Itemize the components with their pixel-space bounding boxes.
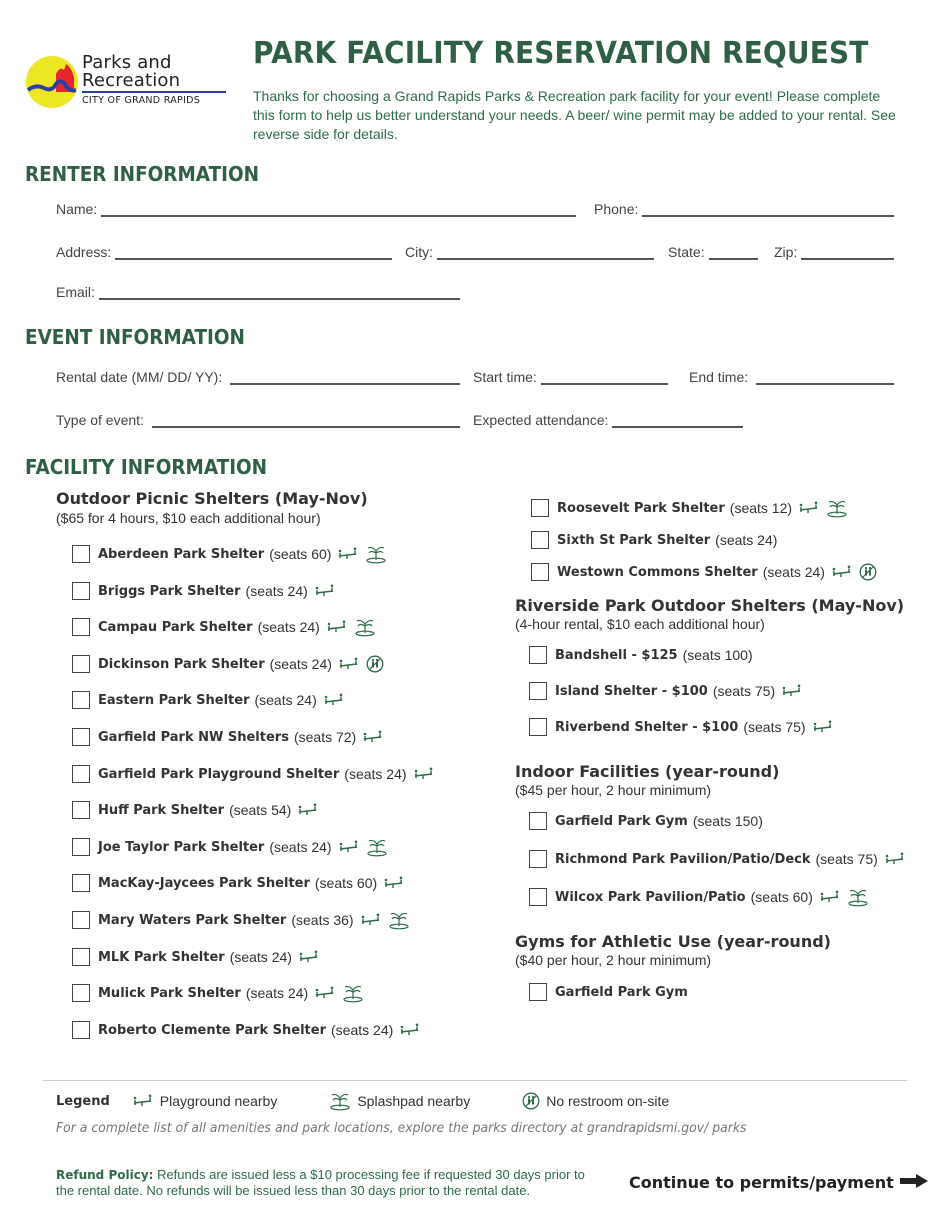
phone-input[interactable] [642, 203, 894, 217]
end-time-field[interactable] [689, 369, 894, 385]
facility-option[interactable] [72, 581, 336, 601]
splashpad-icon [366, 837, 388, 857]
riverside-shelters-heading: Riverside Park Outdoor Shelters (May-Nov) [515, 596, 905, 615]
refund-policy-text: Refunds are issued less a $10 processing fee if requested 30 days prior to the rental date. No refunds will be issued less than 30 days prior to the rental date. [56, 1167, 585, 1198]
event-information-heading: EVENT INFORMATION [25, 325, 245, 349]
continue-to-payment-link[interactable] [629, 1173, 928, 1192]
state-label: State: [668, 244, 705, 260]
facility-option[interactable] [72, 983, 364, 1003]
facility-option[interactable] [529, 982, 688, 1002]
email-field[interactable] [56, 284, 460, 300]
facility-option[interactable] [531, 530, 777, 550]
facility-name: Mulick Park Shelter [98, 985, 241, 1001]
parks-directory-note: For a complete list of all amenities and park locations, explore the parks directory at grandrapidsmi.gov/ parks [56, 1120, 747, 1136]
state-field[interactable] [668, 244, 758, 260]
facility-checkbox[interactable] [72, 911, 90, 929]
email-label: Email: [56, 284, 95, 300]
attendance-label: Expected attendance: [473, 412, 609, 428]
address-field[interactable] [56, 244, 392, 260]
facility-checkbox[interactable] [72, 874, 90, 892]
legend-divider [43, 1080, 907, 1081]
legend-label: Legend [56, 1093, 110, 1109]
city-input[interactable] [437, 246, 654, 260]
playground-icon [413, 767, 435, 781]
facility-name: Garfield Park Playground Shelter [98, 766, 340, 782]
facility-checkbox[interactable] [72, 618, 90, 636]
gyms-pricing: ($40 per hour, 2 hour minimum) [515, 952, 712, 968]
facility-option[interactable] [529, 887, 869, 907]
playground-icon [314, 986, 336, 1000]
facility-checkbox[interactable] [529, 718, 547, 736]
playground-icon [884, 852, 906, 866]
facility-option[interactable] [72, 947, 320, 967]
zip-input[interactable] [801, 246, 894, 260]
facility-option[interactable] [72, 837, 388, 857]
logo-text-line2: Recreation [82, 70, 181, 91]
playground-icon [831, 565, 853, 579]
attendance-field[interactable] [473, 412, 743, 428]
facility-checkbox[interactable] [529, 812, 547, 830]
facility-seats: (seats 24) [245, 985, 309, 1001]
end-time-input[interactable] [756, 371, 894, 385]
zip-field[interactable] [774, 244, 894, 260]
facility-seats: (seats 24) [762, 564, 825, 580]
facility-seats: (seats 24) [344, 766, 407, 782]
renter-information-heading: RENTER INFORMATION [25, 162, 260, 186]
facility-seats: (seats 12) [729, 500, 793, 516]
rental-date-input[interactable] [230, 371, 460, 385]
refund-policy-label: Refund Policy: [56, 1168, 154, 1182]
facility-option[interactable] [72, 654, 384, 674]
facility-name: Roberto Clemente Park Shelter [98, 1022, 327, 1038]
playground-icon [812, 720, 834, 734]
start-time-input[interactable] [541, 371, 668, 385]
phone-label: Phone: [594, 201, 639, 217]
facility-name: Mary Waters Park Shelter [98, 912, 287, 928]
facility-name: Westown Commons Shelter [557, 564, 758, 580]
state-input[interactable] [709, 246, 758, 260]
facility-option[interactable] [72, 690, 345, 710]
facility-seats: (seats 24) [229, 949, 292, 965]
city-field[interactable] [405, 244, 654, 260]
splashpad-icon [847, 887, 869, 907]
facility-seats: (seats 24) [715, 532, 778, 548]
address-label: Address: [56, 244, 112, 260]
facility-checkbox[interactable] [72, 655, 90, 673]
playground-icon [326, 620, 348, 634]
facility-seats: (seats 54) [229, 802, 292, 818]
facility-seats: (seats 24) [269, 839, 332, 855]
facility-name: Roosevelt Park Shelter [557, 500, 725, 516]
facility-name: Garfield Park Gym [555, 984, 688, 1000]
facility-information-heading: FACILITY INFORMATION [25, 455, 268, 479]
facility-option[interactable] [72, 764, 435, 784]
page-title: PARK FACILITY RESERVATION REQUEST [253, 36, 869, 71]
splashpad-icon [354, 617, 376, 637]
rental-date-field[interactable] [56, 369, 460, 385]
facility-option[interactable] [72, 910, 410, 930]
no-restroom-icon [859, 563, 877, 581]
facility-seats: (seats 24) [269, 656, 332, 672]
facility-name: Sixth St Park Shelter [557, 532, 711, 548]
event-type-field[interactable] [56, 412, 460, 428]
rental-date-label: Rental date (MM/ DD/ YY): [56, 369, 223, 385]
arrow-right-icon [900, 1173, 928, 1192]
facility-checkbox[interactable] [72, 691, 90, 709]
facility-checkbox[interactable] [72, 801, 90, 819]
indoor-facilities-pricing: ($45 per hour, 2 hour minimum) [515, 782, 712, 798]
facility-option[interactable] [531, 498, 848, 518]
facility-checkbox[interactable] [72, 728, 90, 746]
playground-icon [338, 657, 360, 671]
logo-subline: CITY OF GRAND RAPIDS [82, 95, 201, 106]
facility-checkbox[interactable] [72, 1021, 90, 1039]
facility-name: Island Shelter - $100 [555, 683, 708, 699]
playground-icon [314, 584, 336, 598]
event-type-input[interactable] [152, 414, 460, 428]
start-time-label: Start time: [473, 369, 537, 385]
facility-seats: (seats 60) [314, 875, 378, 891]
attendance-input[interactable] [612, 414, 743, 428]
facility-option[interactable] [72, 800, 319, 820]
legend-playground: Playground nearby [126, 1093, 278, 1109]
playground-icon [323, 693, 345, 707]
facility-option[interactable] [531, 562, 877, 582]
continue-label: Continue to permits/payment [629, 1173, 894, 1192]
playground-icon [781, 684, 803, 698]
facility-option[interactable] [529, 681, 803, 701]
facility-checkbox[interactable] [72, 948, 90, 966]
facility-checkbox[interactable] [72, 984, 90, 1002]
playground-icon [819, 890, 841, 904]
facility-option[interactable] [72, 1020, 421, 1040]
playground-icon [362, 730, 384, 744]
facility-seats: (seats 75) [743, 719, 806, 735]
playground-icon [338, 840, 360, 854]
event-type-label: Type of event: [56, 412, 144, 428]
facility-seats: (seats 36) [291, 912, 354, 928]
facility-seats: (seats 60) [269, 546, 332, 562]
gyms-heading: Gyms for Athletic Use (year-round) [515, 932, 831, 951]
facility-seats: (seats 24) [245, 583, 308, 599]
splashpad-icon [329, 1091, 351, 1111]
facility-checkbox[interactable] [529, 682, 547, 700]
outdoor-shelters-heading: Outdoor Picnic Shelters (May-Nov) [56, 489, 368, 508]
refund-policy [56, 1167, 596, 1199]
end-time-label: End time: [689, 369, 749, 385]
facility-option[interactable] [529, 717, 834, 737]
facility-checkbox[interactable] [72, 545, 90, 563]
facility-seats: (seats 100) [682, 647, 753, 663]
facility-name: Eastern Park Shelter [98, 692, 250, 708]
facility-checkbox[interactable] [529, 983, 547, 1001]
playground-icon [132, 1094, 154, 1108]
splashpad-icon [365, 544, 387, 564]
facility-seats: (seats 24) [331, 1022, 394, 1038]
logo-divider [82, 91, 226, 93]
playground-icon [297, 803, 319, 817]
facility-name: Briggs Park Shelter [98, 583, 241, 599]
facility-option[interactable] [72, 727, 384, 747]
zip-label: Zip: [774, 244, 798, 260]
facility-seats: (seats 75) [712, 683, 776, 699]
facility-name: Garfield Park NW Shelters [98, 729, 289, 745]
facility-option[interactable] [72, 873, 405, 893]
facility-name: Aberdeen Park Shelter [98, 546, 265, 562]
legend-no-restroom: No restroom on-site [516, 1092, 669, 1110]
no-restroom-icon [366, 655, 384, 673]
indoor-facilities-heading: Indoor Facilities (year-round) [515, 762, 780, 781]
address-input[interactable] [115, 246, 392, 260]
playground-icon [383, 876, 405, 890]
facility-option[interactable] [529, 811, 763, 831]
facility-checkbox[interactable] [529, 888, 547, 906]
facility-name: Joe Taylor Park Shelter [98, 839, 265, 855]
facility-checkbox[interactable] [72, 582, 90, 600]
splashpad-icon [342, 983, 364, 1003]
facility-name: Bandshell - $125 [555, 647, 678, 663]
facility-seats: (seats 72) [293, 729, 357, 745]
splashpad-icon [826, 498, 848, 518]
legend-splashpad: Splashpad nearby [323, 1091, 470, 1111]
playground-icon [360, 913, 382, 927]
no-restroom-icon [522, 1092, 540, 1110]
facility-name: Garfield Park Gym [555, 813, 688, 829]
playground-icon [337, 547, 359, 561]
facility-option[interactable] [72, 544, 387, 564]
playground-icon [298, 950, 320, 964]
intro-text: Thanks for choosing a Grand Rapids Parks & Recreation park facility for your event! Please complete this form to help us better understand your needs. A beer/ wine permit may be added to your rental. See reverse side for details. [253, 88, 896, 142]
facility-checkbox[interactable] [72, 765, 90, 783]
city-label: City: [405, 244, 433, 260]
facility-name: MLK Park Shelter [98, 949, 225, 965]
facility-seats: (seats 75) [815, 851, 878, 867]
outdoor-shelters-pricing: ($65 for 4 hours, $10 each additional hour) [56, 510, 321, 526]
facility-checkbox[interactable] [531, 531, 549, 549]
facility-name: Campau Park Shelter [98, 619, 253, 635]
logo-emblem-icon [26, 56, 78, 108]
facility-option[interactable] [529, 645, 753, 665]
splashpad-icon [388, 910, 410, 930]
facility-name: MacKay-Jaycees Park Shelter [98, 875, 310, 891]
facility-seats: (seats 150) [692, 813, 763, 829]
name-input[interactable] [101, 203, 576, 217]
playground-icon [399, 1023, 421, 1037]
facility-checkbox[interactable] [529, 646, 547, 664]
name-label: Name: [56, 201, 98, 217]
playground-icon [798, 501, 820, 515]
name-field[interactable] [56, 201, 576, 217]
facility-name: Richmond Park Pavilion/Patio/Deck [555, 851, 811, 867]
facility-seats: (seats 60) [750, 889, 813, 905]
start-time-field[interactable] [473, 369, 668, 385]
facility-name: Riverbend Shelter - $100 [555, 719, 739, 735]
facility-name: Huff Park Shelter [98, 802, 225, 818]
facility-name: Wilcox Park Pavilion/Patio [555, 889, 746, 905]
facility-checkbox[interactable] [72, 838, 90, 856]
facility-seats: (seats 24) [254, 692, 317, 708]
facility-checkbox[interactable] [529, 850, 547, 868]
facility-checkbox[interactable] [531, 499, 549, 517]
facility-seats: (seats 24) [257, 619, 320, 635]
legend [56, 1091, 715, 1111]
phone-field[interactable] [594, 201, 894, 217]
facility-option[interactable] [72, 617, 376, 637]
riverside-shelters-pricing: (4-hour rental, $10 each additional hour) [515, 616, 765, 632]
parks-recreation-logo [26, 54, 226, 110]
facility-option[interactable] [529, 849, 906, 869]
facility-checkbox[interactable] [531, 563, 549, 581]
logo-text-line1: Parks and [82, 52, 172, 73]
facility-name: Dickinson Park Shelter [98, 656, 265, 672]
email-input[interactable] [99, 286, 460, 300]
